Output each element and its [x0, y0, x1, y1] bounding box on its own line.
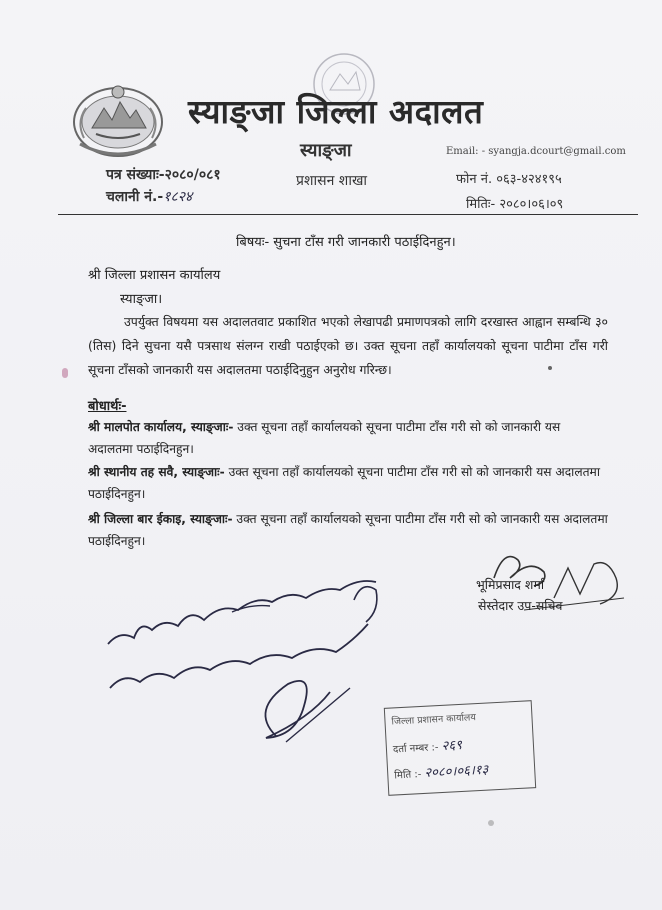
cc-item	[88, 461, 608, 505]
subject-line: बिषयः- सुचना टाँस गरी जानकारी पठाईदिनहुन।	[236, 235, 456, 250]
body-paragraph: उपर्युक्त विषयमा यस अदालतवाट प्रकाशित भएको लेखापढी प्रमाणपत्रको लागि दरखास्त आह्वान सम्बन्धि ३० (तिस) दिने सुचना यसै पत्रसाथ संलग्न राखी पठाईएको छ। उक्त सूचना तहाँ कार्यालयको सूचना पाटीमा टाँस गरी सूचना टाँसको जानकारी यस अदालतमा पठाईदिनुहुन अनुरोध गरिन्छ।	[88, 314, 608, 377]
stamp-date	[394, 760, 489, 783]
recipient-office: श्री जिल्ला प्रशासन कार्यालय	[88, 268, 221, 283]
cc-item-text: उक्त सूचना तहाँ कार्यालयको सूचना पाटीमा टाँस गरी सो को जानकारी यस अदालतमा पठाईदिनहुन।	[88, 420, 561, 456]
dispatch-number	[106, 187, 192, 206]
dispatch-number-value: १८२४	[163, 189, 193, 205]
district-name: स्याङ्जा	[300, 140, 352, 161]
receipt-stamp	[384, 700, 536, 796]
stamp-reg-value: २६९	[441, 737, 463, 754]
ink-smudge	[62, 368, 68, 378]
cc-heading: बोधार्थः-	[88, 399, 127, 414]
cc-item-text: उक्त सूचना तहाँ कार्यालयको सूचना पाटीमा टाँस गरी सो को जानकारी यस अदालतमा पठाईदिनहुन।	[88, 512, 608, 548]
paper-dot	[548, 366, 552, 370]
branch-name: प्रशासन शाखा	[296, 173, 368, 189]
stamp-office: जिल्ला प्रशासन कार्यालय	[391, 712, 477, 728]
cc-item-org: श्री मालपोत कार्यालय, स्याङ्जाः-	[88, 420, 234, 434]
court-title: स्याङ्जा जिल्ला अदालत	[188, 92, 484, 131]
stamp-reg-number	[392, 735, 462, 757]
letter-number-label: पत्र संख्याः-	[106, 167, 165, 183]
stamp-date-label: मिति :-	[394, 769, 422, 782]
nepal-emblem-icon	[70, 78, 166, 164]
header-divider	[58, 214, 638, 215]
signatory-name: भूमिप्रसाद शर्मा	[476, 577, 545, 592]
handwritten-note	[100, 560, 410, 760]
signatory-designation: सेस्तेदार उप-सचिव	[478, 598, 563, 613]
dispatch-number-label: चलानी नं.-	[106, 189, 164, 205]
letter-date: मितिः- २०८०।०६।०९	[466, 197, 564, 212]
cc-item-text: उक्त सूचना तहाँ कार्यालयको सूचना पाटीमा टाँस गरी सो को जानकारी यस अदालतमा पठाईदिनहुन।	[88, 465, 600, 501]
letter-number-value: २०८०/०८१	[164, 167, 221, 183]
stamp-date-value: २०८०।०६।१३	[424, 762, 489, 781]
cc-item-org: श्री जिल्ला बार ईकाइ, स्याङ्जाः-	[88, 512, 233, 526]
cc-item-org: श्री स्थानीय तह सवै, स्याङ्जाः-	[88, 465, 225, 479]
phone-number: फोन नं. ०६३-४२४१९५	[456, 172, 562, 187]
paper-spot	[488, 820, 494, 826]
email-address: Email: - syangja.dcourt@gmail.com	[446, 146, 626, 157]
cc-item	[88, 416, 608, 460]
recipient-place: स्याङ्जा।	[120, 292, 163, 307]
letter-number	[106, 165, 221, 184]
stamp-reg-label: दर्ता नम्बर :-	[392, 742, 439, 756]
